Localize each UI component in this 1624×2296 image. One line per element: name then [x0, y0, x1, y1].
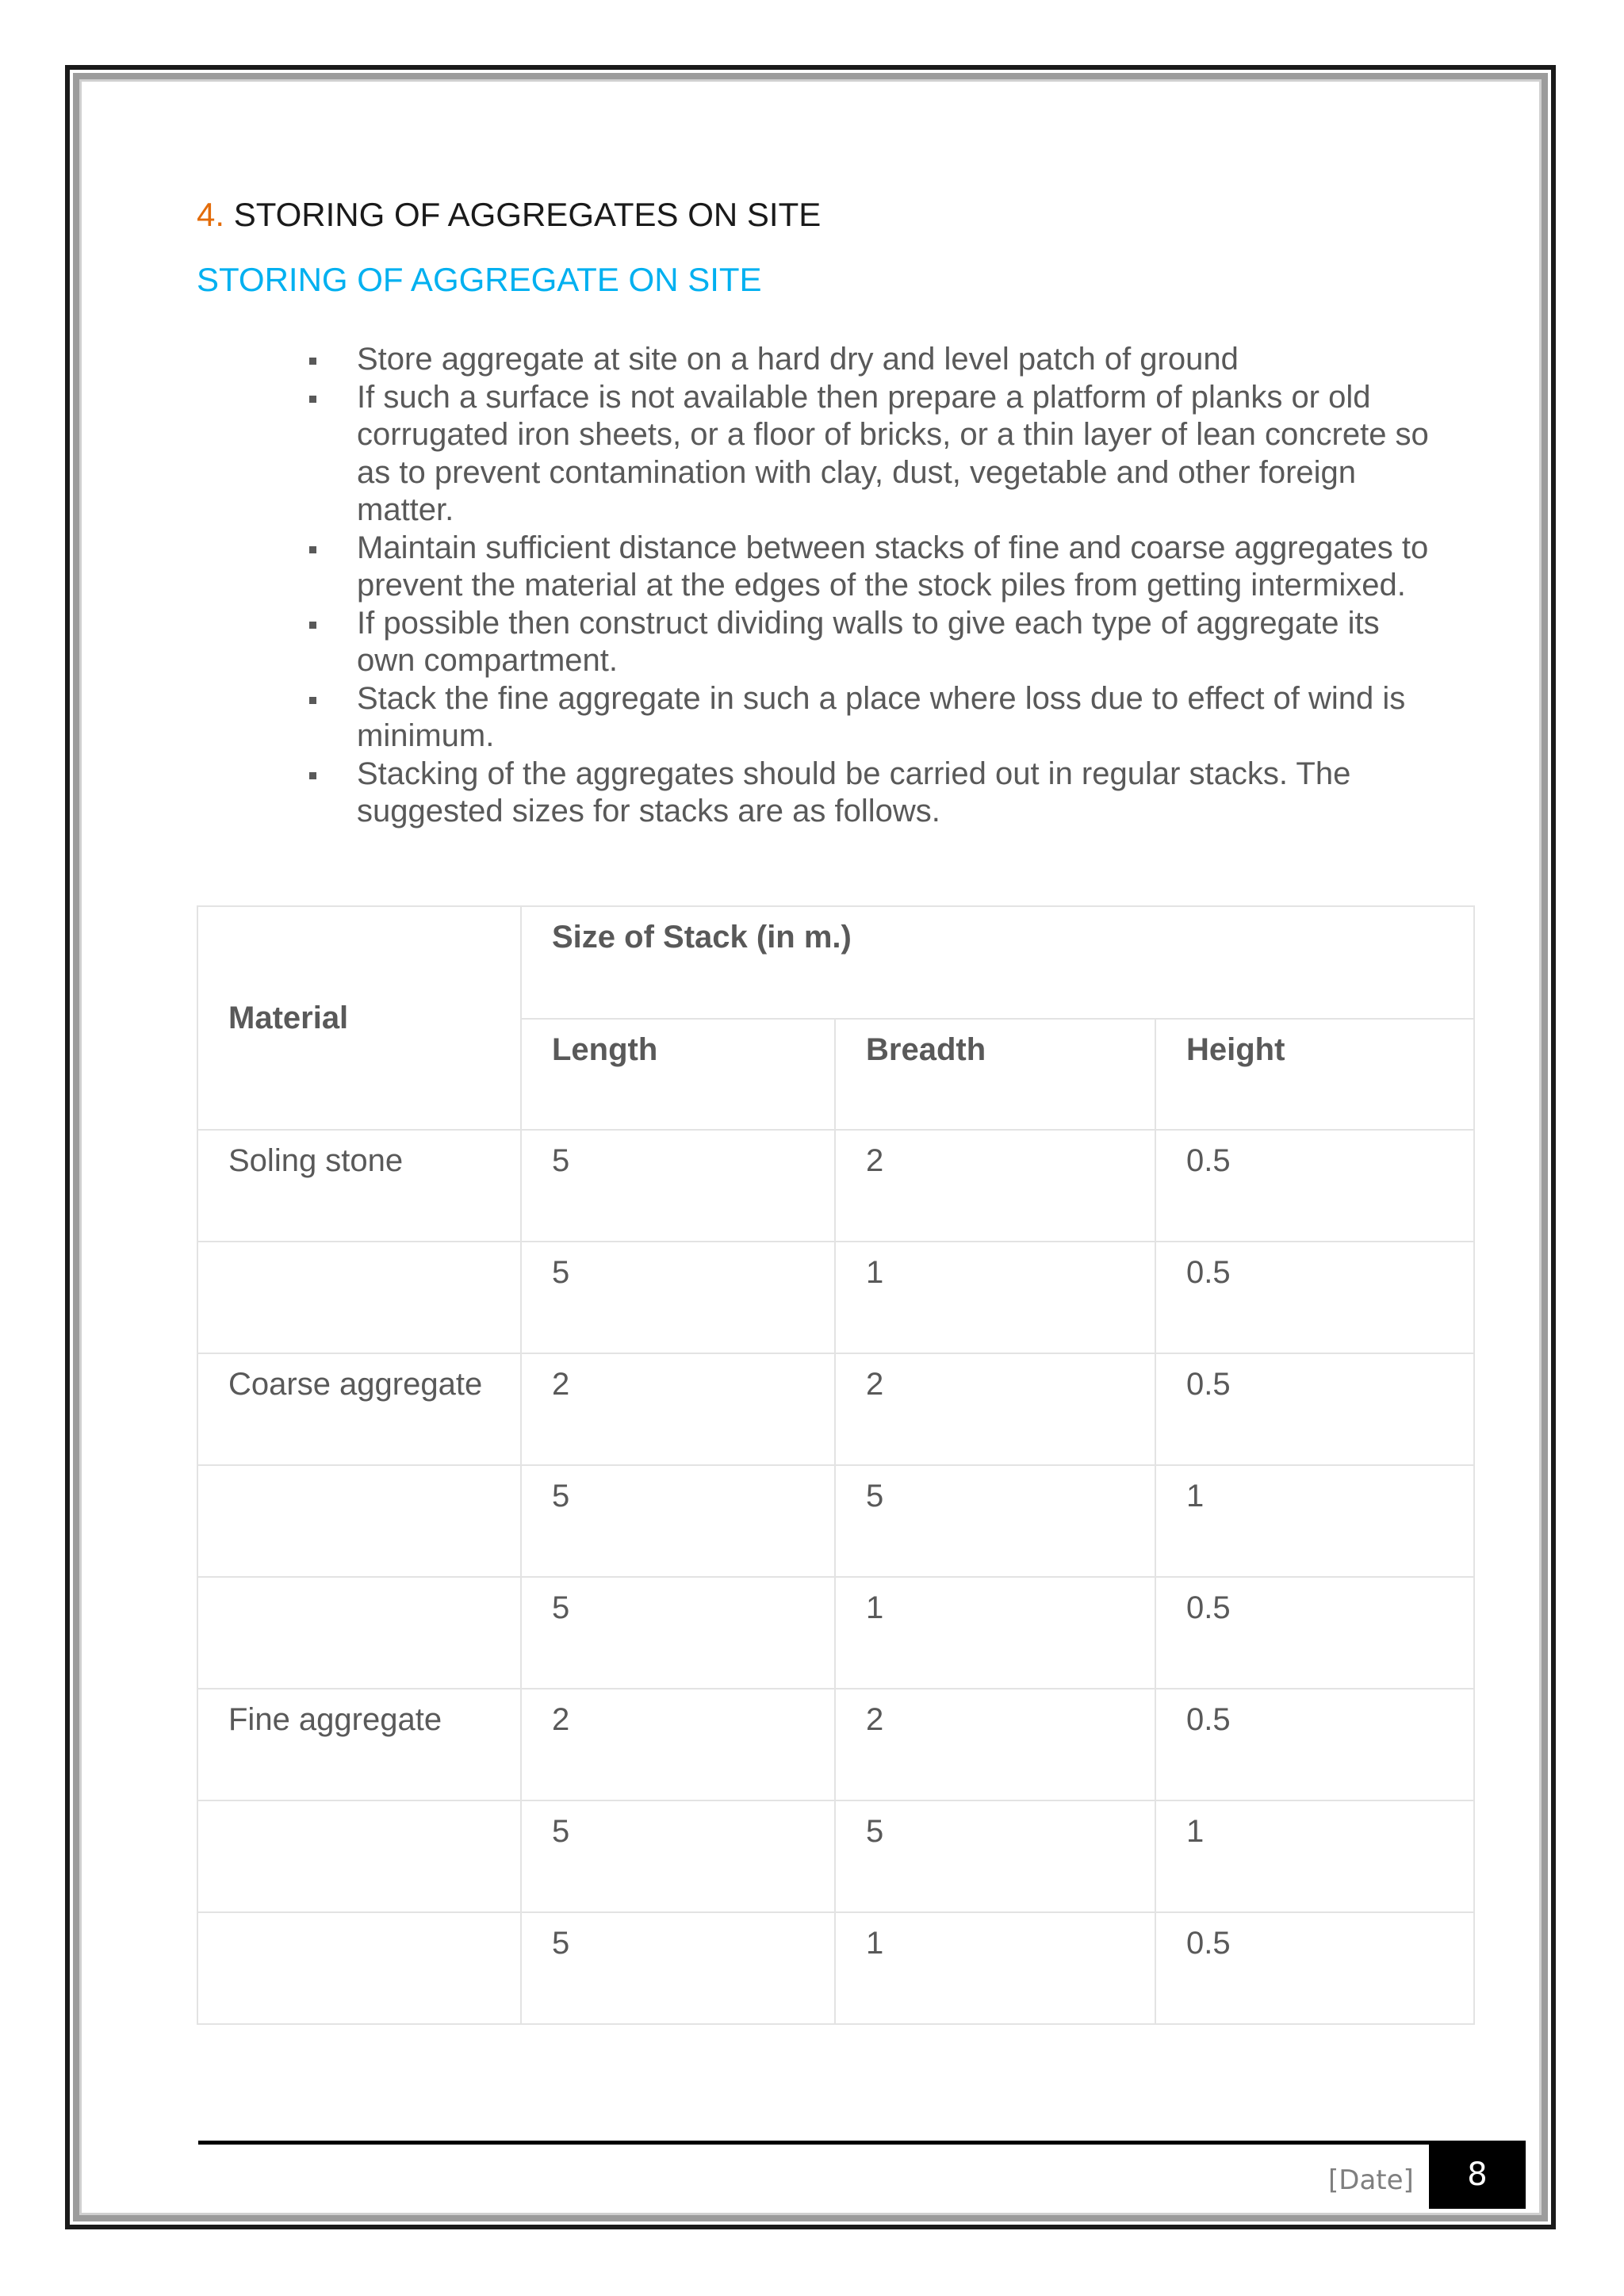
material-cell — [197, 1465, 521, 1577]
height-cell: 0.5 — [1155, 1912, 1474, 2024]
height-cell: 0.5 — [1155, 1353, 1474, 1465]
bullet-list — [303, 341, 1445, 831]
height-cell: 0.5 — [1155, 1577, 1474, 1689]
table-row — [197, 1130, 1474, 1242]
list-item-text: If such a surface is not available then prepare a platform of planks or old corrugated iron sheets, or a floor of bricks, or a thin layer of lean concrete so as to prevent contamination with clay, dust, vegetable and other foreign matter. — [357, 379, 1429, 527]
length-cell: 5 — [521, 1577, 835, 1689]
material-cell — [197, 1912, 521, 2024]
breadth-cell: 1 — [835, 1912, 1155, 2024]
footer-date: [Date] — [1328, 2164, 1414, 2196]
square-bullet-icon — [309, 358, 316, 365]
height-cell: 0.5 — [1155, 1242, 1474, 1353]
list-item — [303, 680, 1445, 756]
breadth-header: Breadth — [835, 1019, 1155, 1130]
list-item-text: Stack the fine aggregate in such a place where loss due to effect of wind is minimum. — [357, 680, 1406, 753]
breadth-cell: 2 — [835, 1353, 1155, 1465]
breadth-cell: 1 — [835, 1577, 1155, 1689]
table-row — [197, 1912, 1474, 2024]
breadth-cell: 5 — [835, 1800, 1155, 1912]
size-of-stack-header: Size of Stack (in m.) — [521, 906, 1474, 1019]
material-cell — [197, 1577, 521, 1689]
height-cell: 1 — [1155, 1465, 1474, 1577]
list-item-text: Stacking of the aggregates should be carried out in regular stacks. The suggested sizes for stacks are as follows. — [357, 756, 1351, 828]
square-bullet-icon — [309, 772, 316, 779]
table-row — [197, 1800, 1474, 1912]
section-heading — [197, 195, 821, 235]
list-item — [303, 341, 1445, 379]
material-cell — [197, 1800, 521, 1912]
height-cell: 1 — [1155, 1800, 1474, 1912]
length-cell: 5 — [521, 1465, 835, 1577]
length-cell: 5 — [521, 1242, 835, 1353]
list-item — [303, 756, 1445, 831]
footer-rule — [198, 2141, 1524, 2145]
square-bullet-icon — [309, 622, 316, 629]
length-header: Length — [521, 1019, 835, 1130]
length-cell: 5 — [521, 1130, 835, 1242]
material-cell — [197, 1242, 521, 1353]
table-row — [197, 1242, 1474, 1353]
list-item-text: Store aggregate at site on a hard dry and level patch of ground — [357, 342, 1239, 377]
table-row — [197, 1577, 1474, 1689]
length-cell: 2 — [521, 1353, 835, 1465]
length-cell: 5 — [521, 1800, 835, 1912]
material-cell: Fine aggregate — [197, 1689, 521, 1800]
table-row — [197, 1353, 1474, 1465]
stack-size-table — [197, 905, 1475, 2025]
section-title: STORING OF AGGREGATES ON SITE — [233, 196, 822, 233]
page-number: 8 — [1429, 2141, 1526, 2209]
list-item-text: If possible then construct dividing walls to give each type of aggregate its own compartment. — [357, 605, 1380, 678]
breadth-cell: 1 — [835, 1242, 1155, 1353]
square-bullet-icon — [309, 697, 316, 704]
list-item — [303, 605, 1445, 680]
list-item — [303, 379, 1445, 530]
material-cell: Coarse aggregate — [197, 1353, 521, 1465]
list-item — [303, 530, 1445, 605]
height-header: Height — [1155, 1019, 1474, 1130]
section-subtitle: STORING OF AGGREGATE ON SITE — [197, 261, 762, 298]
square-bullet-icon — [309, 546, 316, 553]
table-row — [197, 1689, 1474, 1800]
breadth-cell: 2 — [835, 1130, 1155, 1242]
length-cell: 5 — [521, 1912, 835, 2024]
height-cell: 0.5 — [1155, 1689, 1474, 1800]
material-cell: Soling stone — [197, 1130, 521, 1242]
length-cell: 2 — [521, 1689, 835, 1800]
breadth-cell: 2 — [835, 1689, 1155, 1800]
table-row — [197, 1465, 1474, 1577]
breadth-cell: 5 — [835, 1465, 1155, 1577]
square-bullet-icon — [309, 396, 316, 403]
section-number: 4. — [197, 196, 225, 233]
list-item-text: Maintain sufficient distance between stacks of fine and coarse aggregates to prevent the material at the edges of the stock piles from getting intermixed. — [357, 530, 1429, 603]
material-header: Material — [197, 906, 521, 1130]
height-cell: 0.5 — [1155, 1130, 1474, 1242]
table-header-row — [197, 906, 1474, 1019]
